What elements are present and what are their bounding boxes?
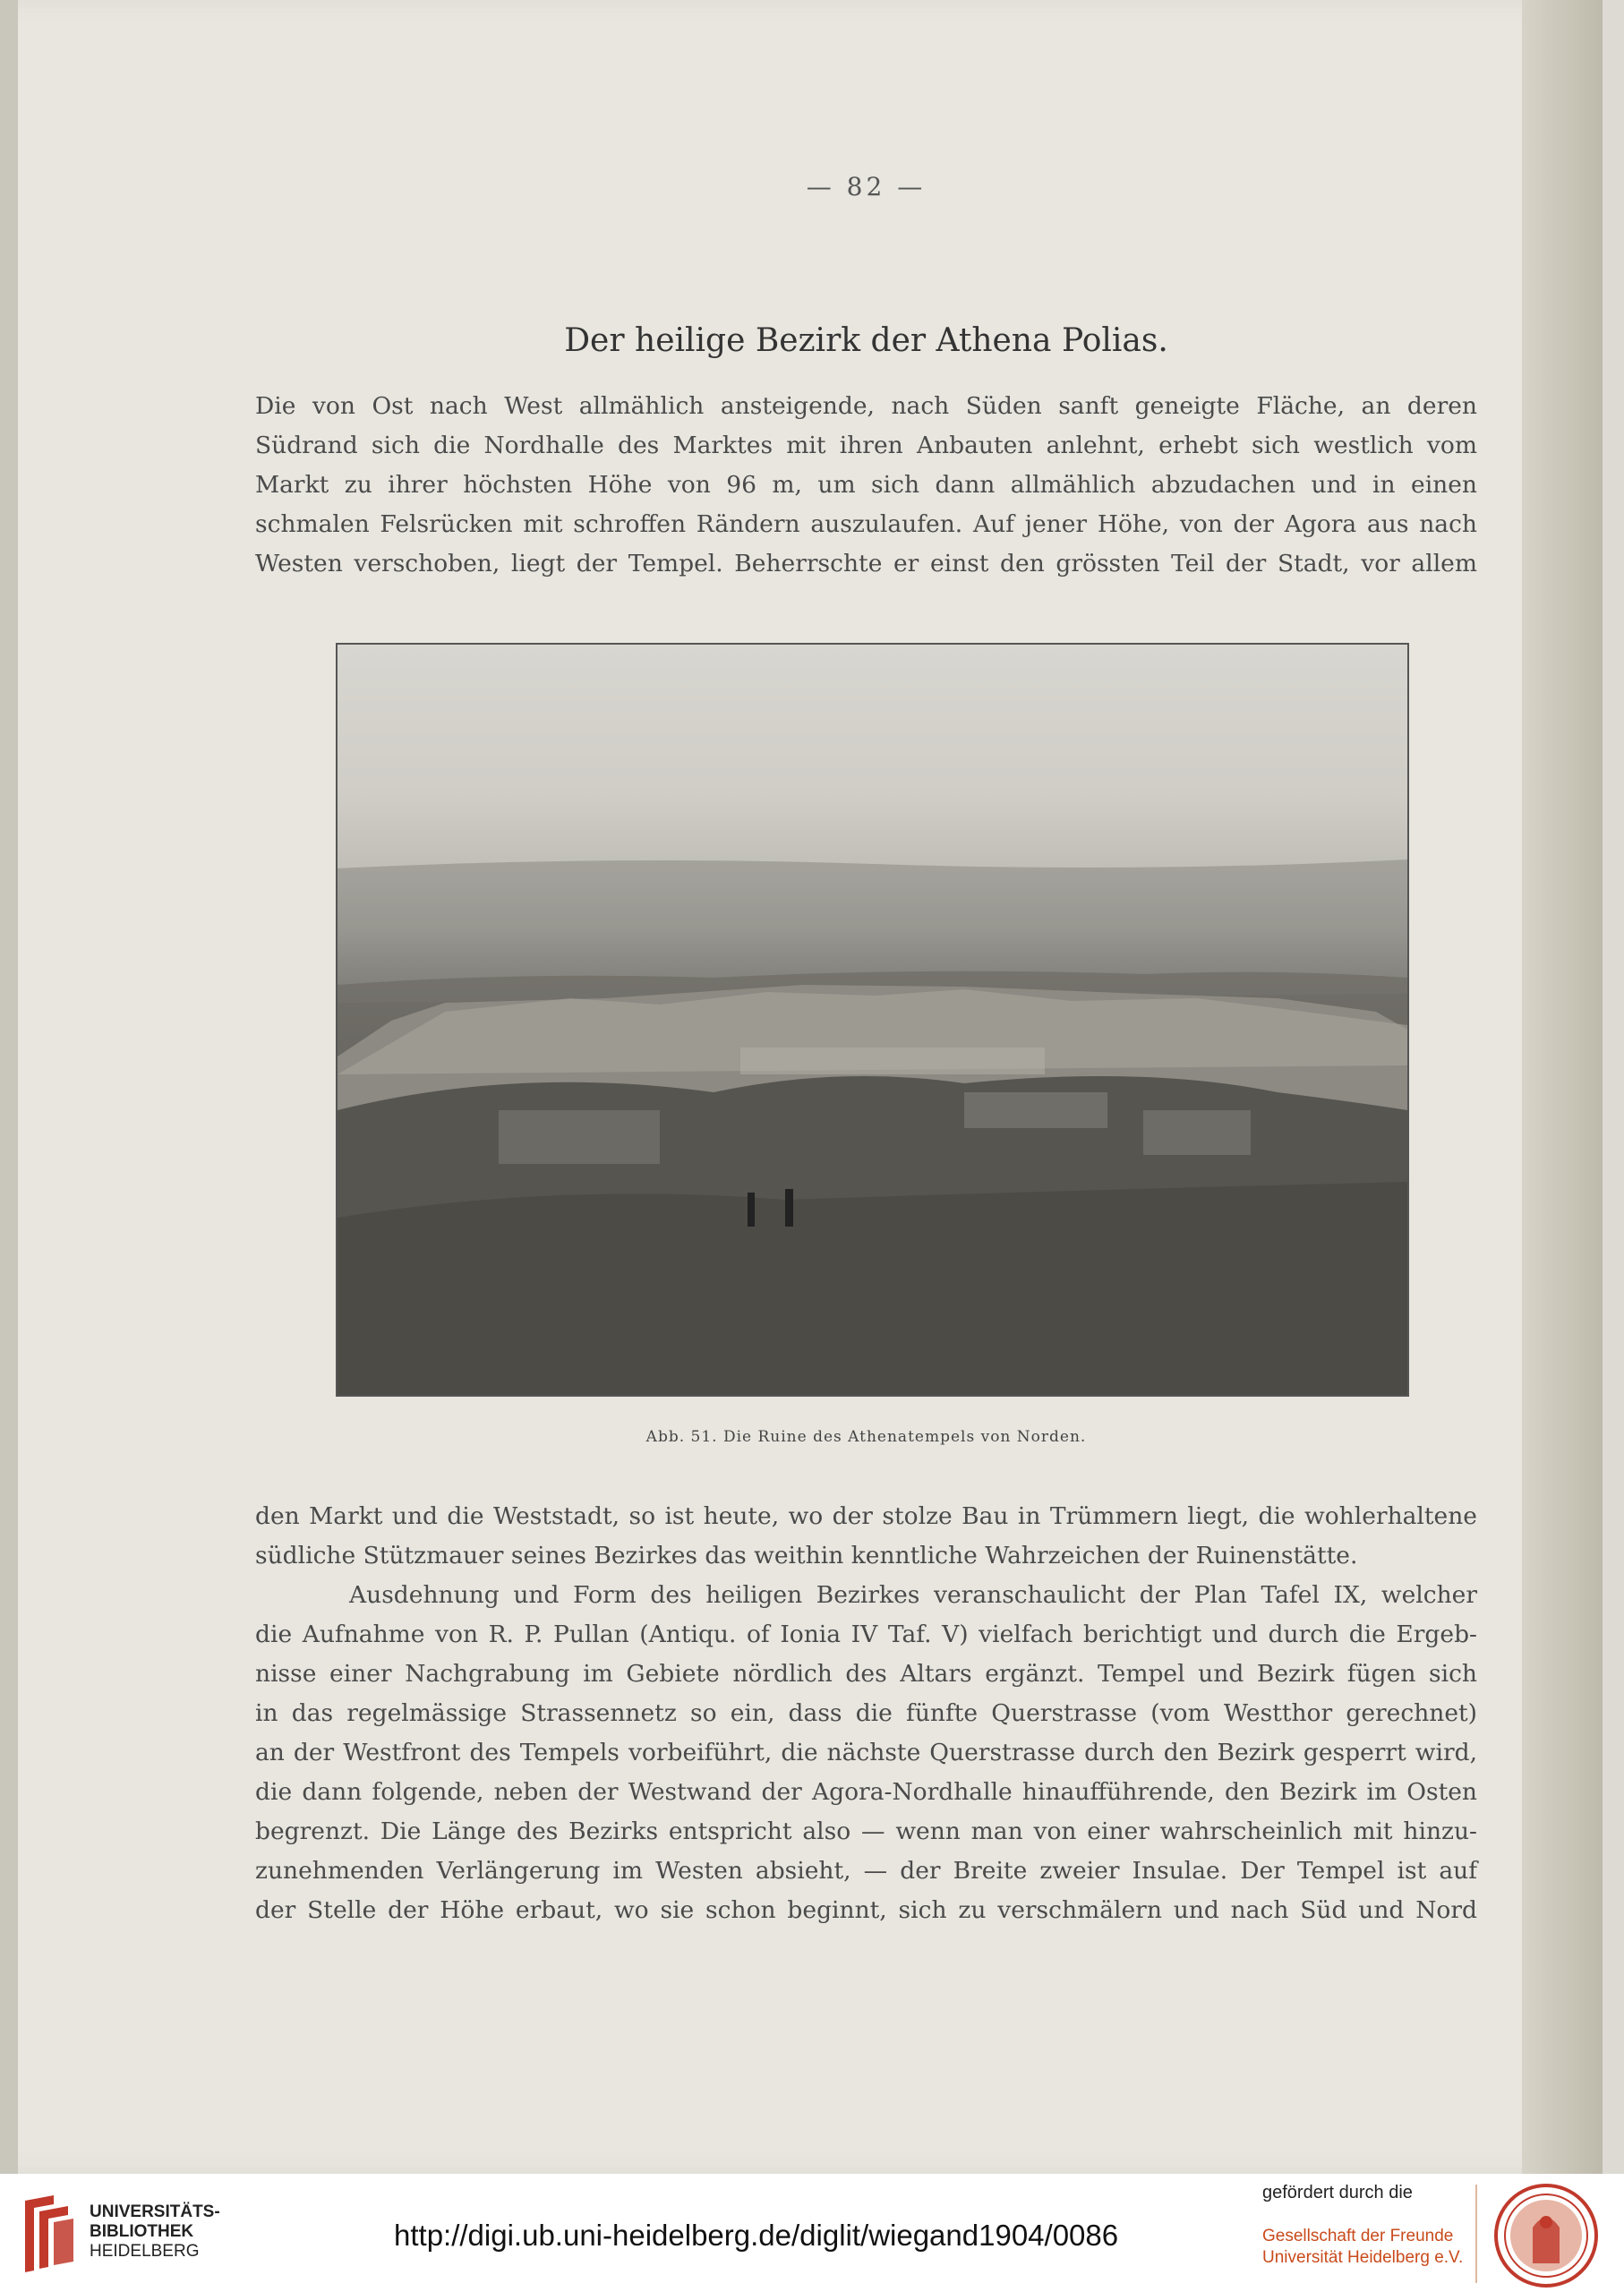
- text-line: schmalen Felsrücken mit schroffen Rändern auszulaufen. Auf jener Höhe, von der Agora aus nach: [255, 510, 1477, 538]
- sponsor-name: [1262, 2226, 1463, 2269]
- library-name-line: HEIDELBERG: [90, 2242, 200, 2261]
- text-line: die Aufnahme von R. P. Pullan (Antiqu. of Ionia IV Taf. V) vielfach berichtigt und durch die Ergeb-: [255, 1621, 1477, 1648]
- permalink-url[interactable]: http://digi.ub.uni-heidelberg.de/diglit/wiegand1904/0086: [394, 2219, 1119, 2252]
- text-line: begrenzt. Die Länge des Bezirks entspricht also — wenn man von einer wahrscheinlich mit hinzu-: [255, 1817, 1477, 1845]
- text-line: zunehmenden Verlängerung im Westen absieht, — der Breite zweier Insulae. Der Tempel ist auf: [255, 1857, 1477, 1885]
- page-number: — 82 —: [806, 172, 927, 201]
- text-line: die dann folgende, neben der Westwand der Agora-Nordhalle hinaufführende, den Bezirk im Osten: [255, 1778, 1477, 1806]
- text-line: Markt zu ihrer höchsten Höhe von 96 m, um sich dann allmählich abzudachen und in einen: [255, 471, 1477, 499]
- university-seal-icon: [1493, 2183, 1599, 2288]
- text-line: Ausdehnung und Form des heiligen Bezirkes veranschaulicht der Plan Tafel IX, welcher: [349, 1581, 1477, 1609]
- footer-divider: [1475, 2185, 1477, 2283]
- text-line: den Markt und die Weststadt, so ist heute, wo der stolze Bau in Trümmern liegt, die wohlerhaltene: [255, 1502, 1477, 1530]
- text-line: in das regelmässige Strassennetz so ein, dass die fünfte Querstrasse (vom Westthor gerechnet): [255, 1699, 1477, 1727]
- paragraph-2: [255, 1497, 1477, 1576]
- viewer-footer: [0, 2174, 1624, 2292]
- text-line: Westen verschoben, liegt der Tempel. Beherrschte er einst den grössten Teil der Stadt, vor allem: [255, 550, 1477, 577]
- text-line: Die von Ost nach West allmählich ansteigende, nach Süden sanft geneigte Fläche, an deren: [255, 392, 1477, 420]
- figure-caption: Abb. 51. Die Ruine des Athenatempels von Norden.: [645, 1428, 1087, 1446]
- paragraph-1: [255, 387, 1477, 584]
- photo-illustration: [338, 645, 1407, 1395]
- section-title: Der heilige Bezirk der Athena Polias.: [564, 322, 1168, 359]
- funded-by-label: gefördert durch die: [1262, 2183, 1413, 2202]
- sponsor-line: Universität Heidelberg e.V.: [1262, 2248, 1464, 2267]
- library-logo-icon: [18, 2192, 79, 2277]
- sponsor-line: Gesellschaft der Freunde: [1262, 2227, 1454, 2245]
- library-name: [90, 2202, 220, 2262]
- paragraph-3: [255, 1576, 1477, 1930]
- text-line: nisse einer Nachgrabung im Gebiete nördlich des Altars ergänzt. Tempel und Bezirk fügen sich: [255, 1660, 1477, 1688]
- text-line: südliche Stützmauer seines Bezirkes das weithin kenntliche Wahrzeichen der Ruinenstätte.: [255, 1542, 1358, 1569]
- text-line: an der Westfront des Tempels vorbeiführt, die nächste Querstrasse durch den Bezirk gesperrt wird,: [255, 1739, 1477, 1766]
- ruin-photograph: [336, 643, 1409, 1397]
- library-name-line: BIBLIOTHEK: [90, 2222, 194, 2241]
- text-line: Südrand sich die Nordhalle des Marktes mit ihren Anbauten anlehnt, erhebt sich westlich vom: [255, 432, 1477, 459]
- text-line: der Stelle der Höhe erbaut, wo sie schon beginnt, sich zu verschmälern und nach Süd und Nord: [255, 1896, 1477, 1924]
- library-name-line: UNIVERSITÄTS-: [90, 2202, 220, 2221]
